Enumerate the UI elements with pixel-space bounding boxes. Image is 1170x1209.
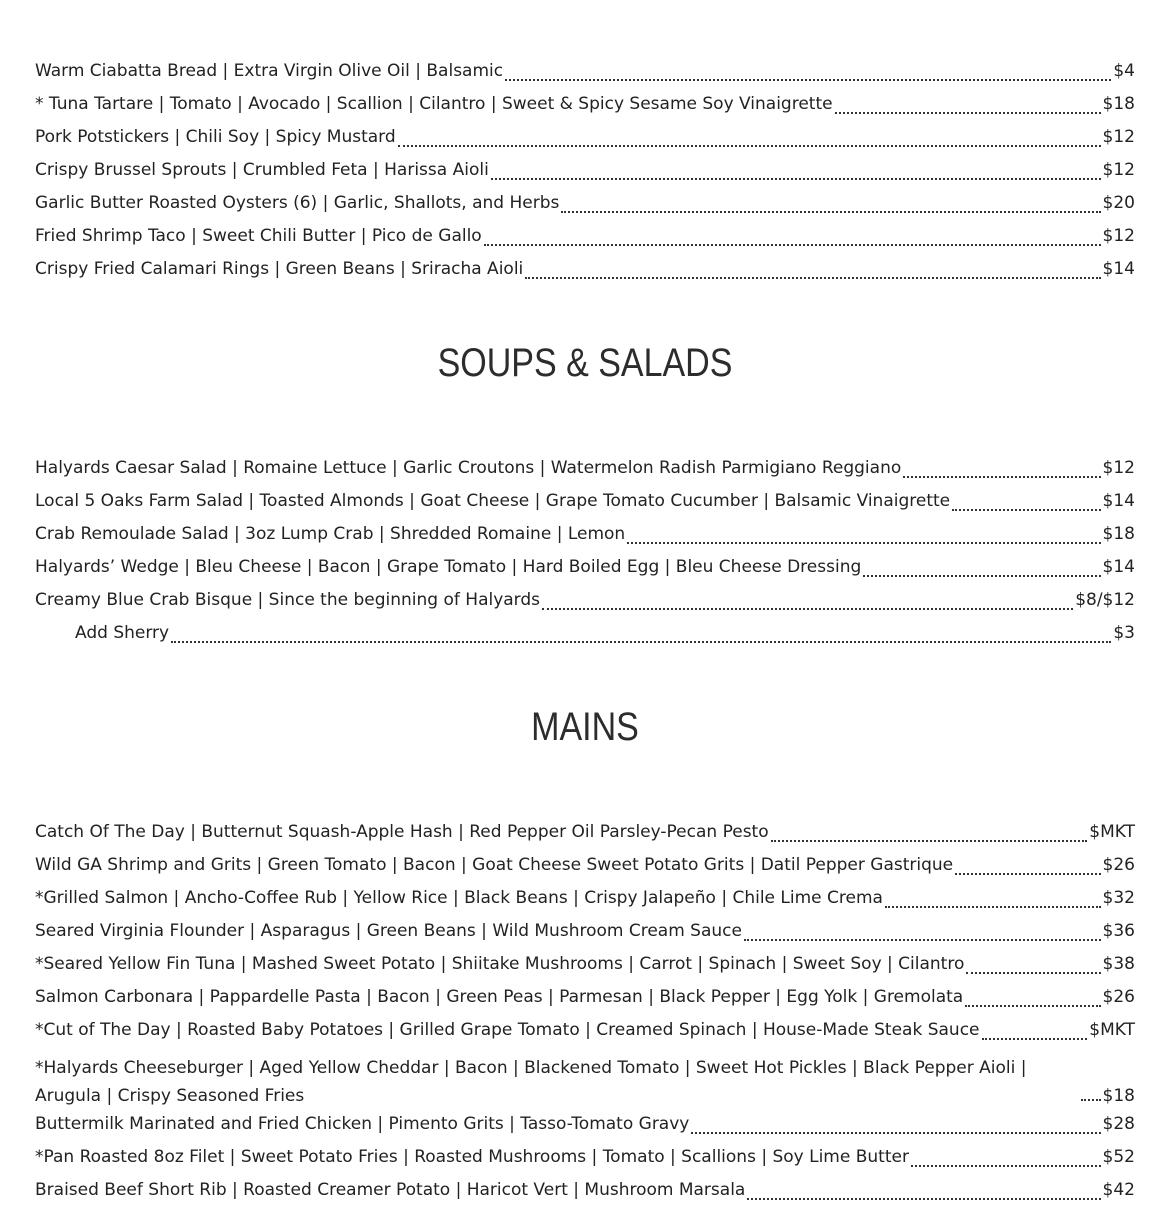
item-name: Crispy Fried Calamari Rings | Green Beans | Sriracha Aioli [35, 259, 524, 279]
dot-leader [911, 1165, 1101, 1167]
item-price: $18 [1102, 524, 1135, 544]
dot-leader [484, 244, 1101, 246]
item-name: *Grilled Salmon | Ancho-Coffee Rub | Yellow Rice | Black Beans | Crispy Jalapeño | Chile Lime Crema [35, 888, 883, 908]
starters-section [35, 57, 1135, 288]
menu [35, 57, 1135, 1209]
item-name: Seared Virginia Flounder | Asparagus | Green Beans | Wild Mushroom Cream Sauce [35, 921, 742, 941]
dot-leader [171, 641, 1111, 643]
item-price: $26 [1102, 855, 1135, 875]
menu-item [35, 487, 1135, 520]
item-price: $42 [1102, 1180, 1135, 1200]
item-name: *Seared Yellow Fin Tuna | Mashed Sweet Potato | Shiitake Mushrooms | Carrot | Spinach | Sweet Soy | Cilantro [35, 954, 965, 974]
soups-salads-section [35, 454, 1135, 652]
dot-leader [491, 178, 1101, 180]
section-heading-soups-salads: SOUPS & SALADS [437, 341, 733, 385]
item-name: Braised Beef Short Rib | Roasted Creamer Potato | Haricot Vert | Mushroom Marsala [35, 1180, 746, 1200]
item-price: $12 [1102, 458, 1135, 478]
item-price: $12 [1102, 127, 1135, 147]
menu-item [35, 90, 1135, 123]
menu-item [35, 1049, 1135, 1110]
menu-item [35, 917, 1135, 950]
dot-leader [965, 1005, 1100, 1007]
item-name: Salmon Carbonara | Pappardelle Pasta | Bacon | Green Peas | Parmesan | Black Pepper | Egg Yolk | Gremolata [35, 987, 964, 1007]
item-price: $18 [1102, 1086, 1135, 1106]
dot-leader [903, 476, 1100, 478]
item-name: Crab Remoulade Salad | 3oz Lump Crab | Shredded Romaine | Lemon [35, 524, 626, 544]
dot-leader [955, 873, 1100, 875]
dot-leader [952, 509, 1100, 511]
item-price: $36 [1102, 921, 1135, 941]
menu-item [35, 1110, 1135, 1143]
menu-item [35, 586, 1135, 619]
menu-item [35, 884, 1135, 917]
dot-leader [982, 1038, 1088, 1040]
item-price: $MKT [1089, 822, 1135, 842]
dot-leader [835, 112, 1101, 114]
item-name: Crispy Brussel Sprouts | Crumbled Feta | Harissa Aioli [35, 160, 489, 180]
menu-item [35, 189, 1135, 222]
dot-leader [542, 608, 1073, 610]
menu-item [35, 1176, 1135, 1209]
item-price: $20 [1102, 193, 1135, 213]
item-price: $14 [1102, 557, 1135, 577]
item-price: $14 [1102, 491, 1135, 511]
item-name: *Halyards Cheeseburger | Aged Yellow Cheddar | Bacon | Blackened Tomato | Sweet Hot Pickles | Black Pepper Aioli | Arugula | Crispy Seasoned Fries [35, 1058, 1027, 1106]
dot-leader [505, 79, 1111, 81]
dot-leader [525, 277, 1100, 279]
item-price: $26 [1102, 987, 1135, 1007]
item-price: $18 [1102, 94, 1135, 114]
item-price: $12 [1102, 160, 1135, 180]
dot-leader [885, 906, 1101, 908]
menu-item [35, 520, 1135, 553]
dot-leader [966, 972, 1100, 974]
menu-item [35, 156, 1135, 189]
mains-section [35, 818, 1135, 1209]
item-name: Warm Ciabatta Bread | Extra Virgin Olive Oil | Balsamic [35, 61, 504, 81]
item-name: *Pan Roasted 8oz Filet | Sweet Potato Fries | Roasted Mushrooms | Tomato | Scallions | Soy Lime Butter [35, 1147, 909, 1167]
item-price: $32 [1102, 888, 1135, 908]
item-price: $14 [1102, 259, 1135, 279]
menu-item [35, 983, 1135, 1016]
item-name: Fried Shrimp Taco | Sweet Chili Butter | Pico de Gallo [35, 226, 482, 246]
item-price: $8/$12 [1075, 590, 1135, 610]
menu-item [35, 1143, 1135, 1176]
dot-leader [863, 575, 1100, 577]
section-heading-mains: MAINS [531, 705, 639, 749]
item-name: Halyards Caesar Salad | Romaine Lettuce | Garlic Croutons | Watermelon Radish Parmigiano Reggiano [35, 458, 902, 478]
item-price: $28 [1102, 1114, 1135, 1134]
dot-leader [1081, 1099, 1101, 1101]
item-price: $4 [1113, 61, 1135, 81]
item-name: * Tuna Tartare | Tomato | Avocado | Scallion | Cilantro | Sweet & Spicy Sesame Soy Vinaigrette [35, 94, 833, 114]
dot-leader [561, 211, 1100, 213]
dot-leader [398, 145, 1101, 147]
item-name: Creamy Blue Crab Bisque | Since the beginning of Halyards [35, 590, 541, 610]
item-price: $MKT [1089, 1020, 1135, 1040]
item-price: $38 [1102, 954, 1135, 974]
item-name: Pork Potstickers | Chili Soy | Spicy Mustard [35, 127, 396, 147]
item-name: Halyards’ Wedge | Bleu Cheese | Bacon | Grape Tomato | Hard Boiled Egg | Bleu Cheese Dressing [35, 557, 862, 577]
menu-item [35, 851, 1135, 884]
menu-item [35, 950, 1135, 983]
dot-leader [744, 939, 1101, 941]
item-name: Catch Of The Day | Butternut Squash-Apple Hash | Red Pepper Oil Parsley-Pecan Pesto [35, 822, 769, 842]
item-name: Wild GA Shrimp and Grits | Green Tomato | Bacon | Goat Cheese Sweet Potato Grits | Datil Pepper Gastrique [35, 855, 954, 875]
menu-item [35, 454, 1135, 487]
dot-leader [771, 840, 1088, 842]
menu-item [35, 222, 1135, 255]
item-name: Buttermilk Marinated and Fried Chicken | Pimento Grits | Tasso-Tomato Gravy [35, 1114, 690, 1134]
item-price: $52 [1102, 1147, 1135, 1167]
menu-item [35, 57, 1135, 90]
menu-item [35, 553, 1135, 586]
menu-item [35, 123, 1135, 156]
dot-leader [747, 1198, 1100, 1200]
item-name: *Cut of The Day | Roasted Baby Potatoes | Grilled Grape Tomato | Creamed Spinach | House-Made Steak Sauce [35, 1020, 980, 1040]
dot-leader [691, 1132, 1100, 1134]
item-name: Local 5 Oaks Farm Salad | Toasted Almonds | Goat Cheese | Grape Tomato Cucumber | Balsamic Vinaigrette [35, 491, 951, 511]
menu-item [35, 1016, 1135, 1049]
item-price: $3 [1113, 623, 1135, 643]
dot-leader [627, 542, 1100, 544]
item-name: Add Sherry [75, 623, 170, 643]
item-name: Garlic Butter Roasted Oysters (6) | Garlic, Shallots, and Herbs [35, 193, 560, 213]
item-price: $12 [1102, 226, 1135, 246]
menu-item [35, 818, 1135, 851]
